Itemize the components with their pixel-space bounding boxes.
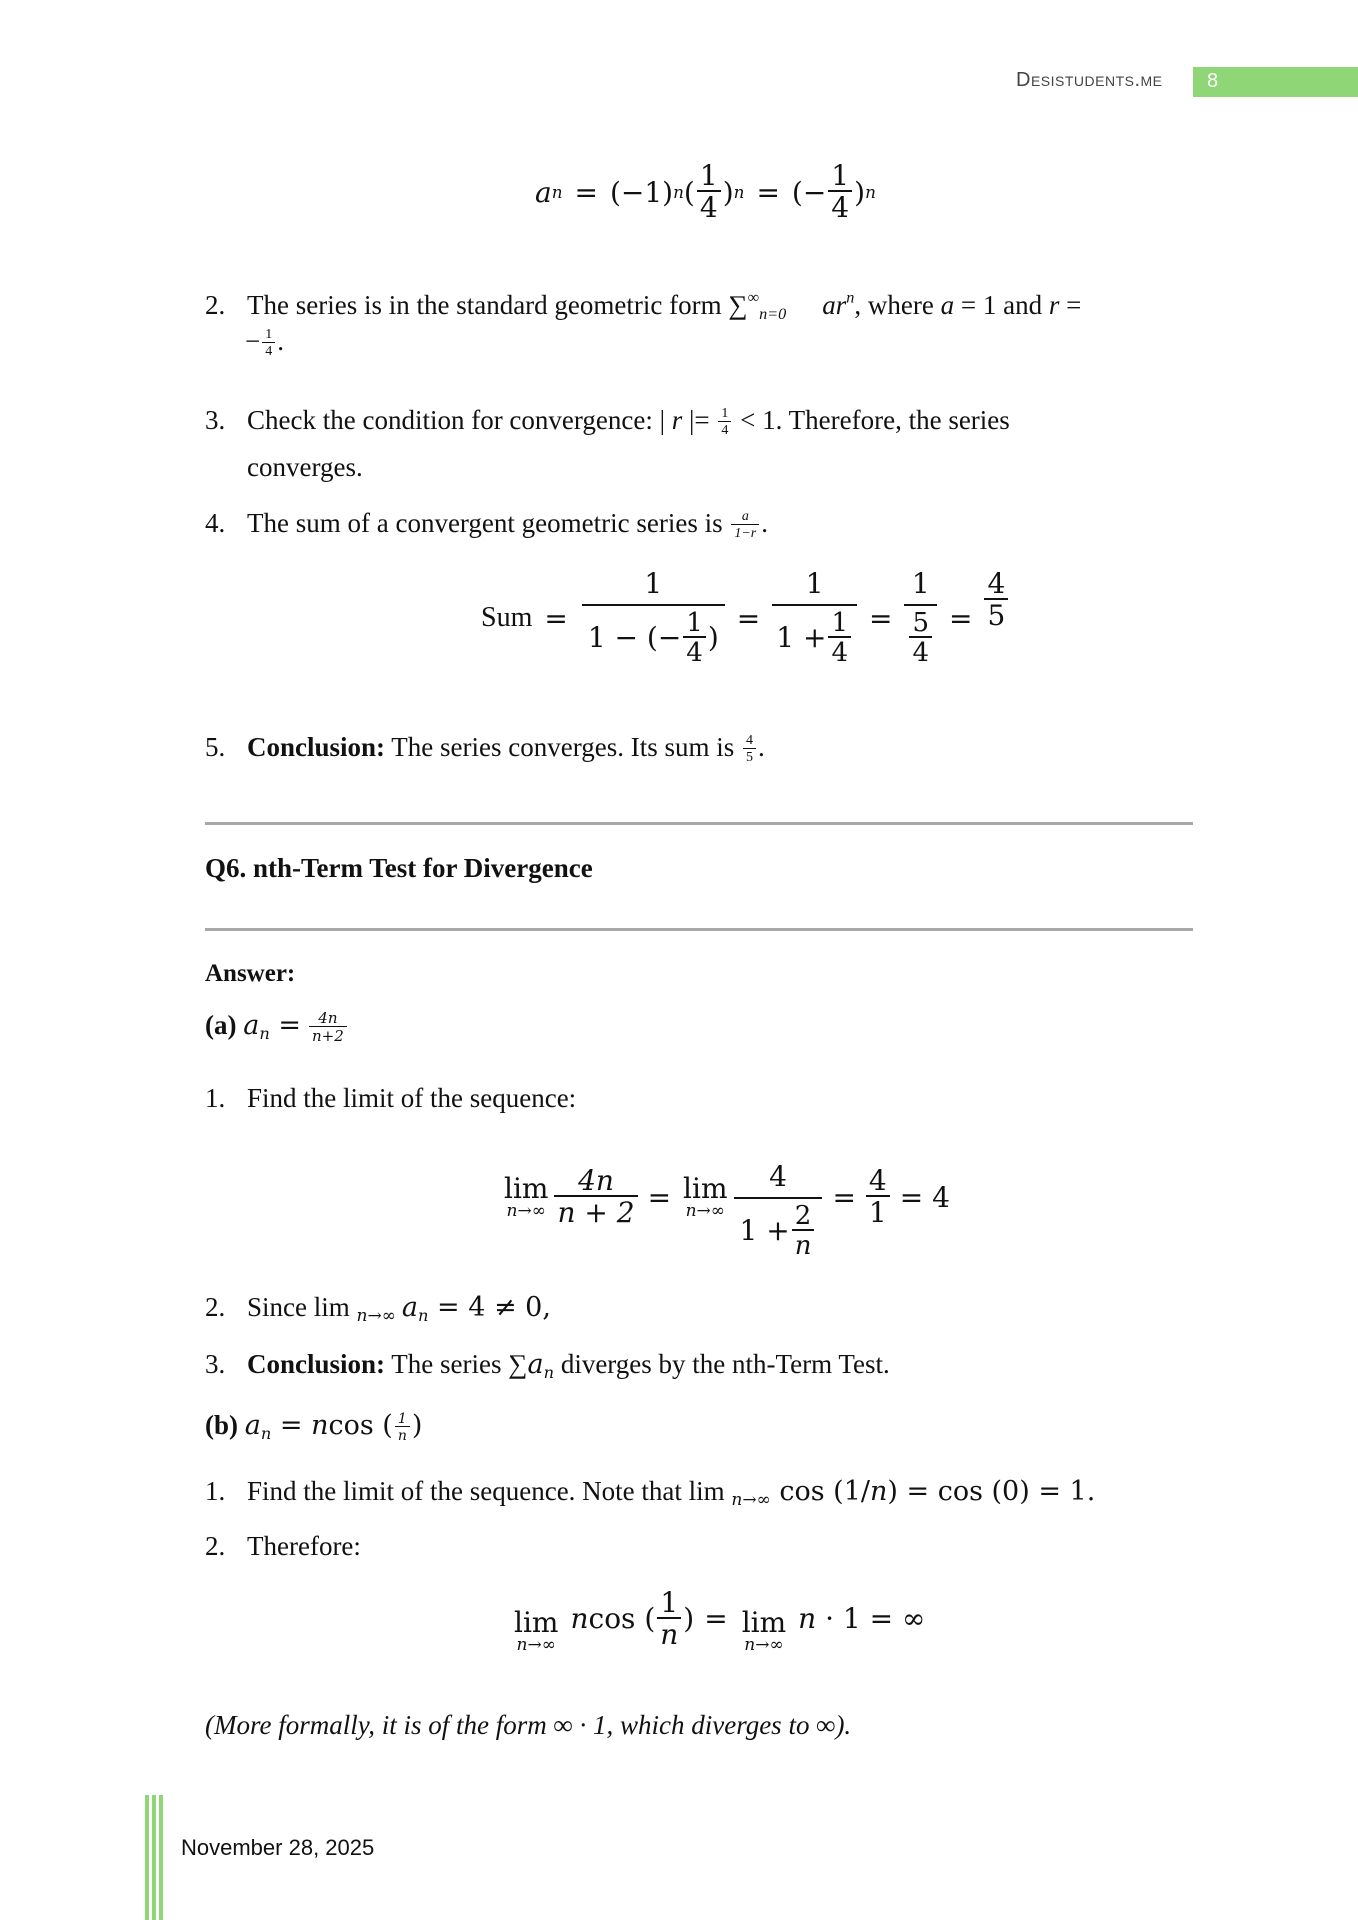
denominator: n bbox=[657, 1617, 681, 1649]
var-a: a bbox=[243, 1010, 260, 1041]
paren-close: ) bbox=[411, 1410, 423, 1441]
text: diverges by the nth-Term Test. bbox=[554, 1349, 890, 1379]
denominator bbox=[904, 604, 937, 666]
numerator: 1 bbox=[911, 567, 930, 600]
list-item-b-step-1 bbox=[205, 1476, 1096, 1511]
equation-sum bbox=[481, 567, 1010, 668]
text: Therefore: bbox=[247, 1531, 361, 1561]
list-item-step-2-continuation bbox=[245, 326, 284, 359]
denominator: 5 bbox=[743, 748, 756, 765]
result: · 1 = ∞ bbox=[816, 1602, 926, 1635]
fraction-4n-over-n-plus-2 bbox=[309, 1011, 347, 1044]
list-number: 1. bbox=[205, 1476, 226, 1506]
lim-subscript: n→∞ bbox=[731, 1490, 771, 1511]
denominator: 4 bbox=[718, 421, 731, 438]
var-r: r bbox=[1048, 290, 1060, 320]
text: cos (1/ bbox=[770, 1476, 870, 1507]
fraction-one-quarter bbox=[828, 159, 852, 224]
denominator: 1 bbox=[866, 1195, 890, 1227]
lim-subscript: n→∞ bbox=[506, 1200, 546, 1221]
text: converges. bbox=[247, 452, 363, 482]
exp-n: n bbox=[846, 288, 855, 307]
text: = 4 ≠ 0, bbox=[428, 1292, 551, 1323]
sub-n: n bbox=[543, 1362, 555, 1382]
var-a: a bbox=[401, 1292, 418, 1323]
cos-func: cos ( bbox=[588, 1602, 656, 1635]
denominator: n bbox=[395, 1426, 410, 1443]
text: Find the limit of the sequence. Note that lim bbox=[247, 1476, 732, 1506]
text: |= bbox=[682, 405, 717, 435]
list-item-a-step-1 bbox=[205, 1083, 576, 1114]
fraction-4-over-1-plus-2n bbox=[734, 1160, 823, 1261]
list-number: 3. bbox=[205, 405, 226, 435]
var-r: r bbox=[671, 405, 683, 435]
denominator: 4 bbox=[683, 636, 706, 666]
period: . bbox=[758, 732, 765, 762]
formal-note: (More formally, it is of the form ∞ · 1, which diverges to ∞). bbox=[205, 1710, 852, 1740]
equals: = bbox=[271, 1410, 312, 1441]
numerator: 4 bbox=[987, 567, 1006, 600]
equation-limit-a bbox=[500, 1135, 950, 1259]
cos-func: cos ( bbox=[328, 1410, 393, 1441]
text: Since lim bbox=[247, 1292, 357, 1322]
denominator: 4 bbox=[828, 190, 852, 222]
denominator: 4 bbox=[828, 636, 851, 666]
equals: = bbox=[756, 175, 780, 209]
lim-subscript: n→∞ bbox=[685, 1200, 725, 1221]
numerator: 1 bbox=[660, 1585, 679, 1619]
denominator: n+2 bbox=[309, 1026, 347, 1044]
numerator: 5 bbox=[912, 608, 929, 638]
fraction-1 bbox=[582, 567, 725, 668]
list-number: 5. bbox=[205, 732, 226, 762]
text: < 1. Therefore, the series bbox=[733, 405, 1010, 435]
text: , where bbox=[854, 290, 941, 320]
denominator: 4 bbox=[909, 636, 932, 666]
equals: = bbox=[647, 1180, 672, 1214]
numerator: 1 bbox=[265, 327, 273, 343]
fraction-4 bbox=[984, 567, 1008, 632]
part-label: (a) bbox=[205, 1010, 237, 1040]
part-a-definition bbox=[205, 1010, 349, 1044]
accent-bar bbox=[145, 1795, 149, 1920]
lim-text: lim bbox=[514, 1606, 559, 1639]
inner-fraction bbox=[909, 610, 932, 666]
result: = 4 bbox=[899, 1180, 950, 1214]
var-a: a bbox=[244, 1410, 261, 1441]
denominator: 4 bbox=[697, 190, 721, 222]
fraction-2 bbox=[772, 567, 857, 668]
fraction-1-over-n bbox=[657, 1585, 681, 1651]
text: 1 + bbox=[776, 621, 827, 654]
section-divider bbox=[205, 822, 1193, 825]
equals: = bbox=[544, 601, 568, 635]
denominator bbox=[582, 604, 725, 666]
text: 1 + bbox=[739, 1214, 790, 1247]
inner-fraction bbox=[683, 610, 706, 666]
equals: = bbox=[832, 1180, 856, 1214]
text: = 1 and bbox=[954, 290, 1049, 320]
fraction-4-over-1 bbox=[866, 1164, 890, 1229]
text: The sum of a convergent geometric series is bbox=[247, 508, 730, 538]
paren-close: ) bbox=[707, 621, 719, 654]
text: The series ∑ bbox=[385, 1349, 528, 1379]
list-item-step-3 bbox=[205, 405, 1010, 438]
fraction-4n-over-n-plus-2 bbox=[554, 1164, 637, 1229]
numerator: 1 bbox=[721, 406, 729, 422]
list-item-a-step-2 bbox=[205, 1292, 551, 1327]
fraction-a-over-1-minus-r bbox=[731, 510, 759, 541]
paren-open: ( bbox=[683, 175, 695, 209]
part-b-definition bbox=[205, 1410, 422, 1443]
numerator: 4n bbox=[318, 1009, 338, 1028]
numerator: 1 bbox=[686, 608, 703, 638]
list-item-step-4 bbox=[205, 508, 768, 541]
numerator: 2 bbox=[794, 1201, 812, 1231]
answer-label: Answer: bbox=[205, 960, 296, 987]
sub-n: n bbox=[259, 1023, 270, 1043]
var-a: a bbox=[527, 1349, 544, 1380]
equals: = bbox=[868, 601, 893, 635]
equals: = bbox=[949, 601, 973, 635]
inner-fraction bbox=[828, 610, 851, 666]
denominator bbox=[772, 604, 857, 666]
minus: − bbox=[245, 326, 261, 356]
lim-text: lim bbox=[683, 1171, 728, 1205]
paren-open-neg: (− bbox=[791, 175, 827, 209]
numerator: a bbox=[741, 509, 749, 525]
lim-text: lim bbox=[504, 1171, 549, 1205]
lim-text: lim bbox=[741, 1606, 787, 1639]
var-n: n bbox=[869, 1476, 888, 1507]
sub-n: n bbox=[417, 1305, 429, 1325]
sum-label: Sum bbox=[481, 602, 533, 633]
text: ) = cos (0) = 1. bbox=[887, 1476, 1096, 1507]
denominator: 1−r bbox=[731, 524, 759, 541]
numerator: 4 bbox=[746, 733, 753, 749]
lim-subscript: n→∞ bbox=[356, 1306, 396, 1327]
paren-close: ) bbox=[722, 175, 734, 209]
inner-fraction bbox=[792, 1203, 815, 1259]
var-n: n bbox=[311, 1410, 329, 1441]
limit-operator bbox=[683, 1171, 728, 1221]
text: Find the limit of the sequence: bbox=[247, 1083, 577, 1113]
lim-subscript: n→∞ bbox=[516, 1635, 556, 1655]
accent-bar bbox=[159, 1795, 163, 1920]
limit-operator bbox=[514, 1606, 559, 1655]
paren-close: ) bbox=[683, 1602, 695, 1635]
fraction-four-fifths bbox=[743, 734, 756, 765]
equation-limit-b bbox=[510, 1583, 925, 1654]
equals: = bbox=[736, 601, 761, 635]
page-number: 8 bbox=[1207, 70, 1219, 92]
denominator: n + 2 bbox=[554, 1195, 637, 1227]
var-n: n bbox=[570, 1602, 589, 1635]
equals: = bbox=[269, 1010, 301, 1041]
list-number: 2. bbox=[205, 1292, 226, 1322]
conclusion-label: Conclusion: bbox=[247, 1349, 386, 1379]
numerator: 1 bbox=[805, 567, 824, 600]
limit-operator bbox=[741, 1606, 787, 1655]
section-divider bbox=[205, 928, 1193, 931]
list-item-a-step-3 bbox=[205, 1349, 890, 1380]
denominator bbox=[734, 1197, 823, 1259]
numerator: 1 bbox=[831, 608, 848, 638]
var-a: a bbox=[535, 175, 552, 209]
list-number: 1. bbox=[205, 1083, 226, 1113]
list-number: 2. bbox=[205, 1531, 226, 1561]
fraction-1-over-n bbox=[395, 1412, 410, 1443]
limit-operator bbox=[504, 1171, 549, 1221]
list-number: 4. bbox=[205, 508, 226, 538]
sub-n: n bbox=[260, 1423, 272, 1443]
paren-close: ) bbox=[854, 175, 866, 209]
numerator: 4 bbox=[769, 1160, 787, 1193]
question-heading: Q6. nth-Term Test for Divergence bbox=[205, 853, 593, 883]
lim-subscript: n→∞ bbox=[744, 1635, 784, 1655]
text: The series converges. Its sum is bbox=[385, 732, 741, 762]
accent-bar bbox=[152, 1795, 156, 1920]
text: Check the condition for convergence: | bbox=[247, 405, 672, 435]
footer-date: November 28, 2025 bbox=[181, 1835, 375, 1860]
numerator: 1 bbox=[831, 159, 850, 192]
fraction-one-quarter bbox=[718, 407, 731, 438]
term-neg-one: (−1) bbox=[609, 175, 674, 209]
equation-an: a n = (−1) n ( $\frac{1}{4}$ ) n = (− $\frac{1}{4}$ ) n bbox=[535, 159, 876, 224]
list-item-b-step-2 bbox=[205, 1531, 361, 1562]
equals: = bbox=[704, 1602, 728, 1635]
period: . bbox=[761, 508, 769, 538]
fraction-one-quarter bbox=[262, 328, 275, 359]
equals: = bbox=[574, 175, 598, 209]
list-number: 2. bbox=[205, 290, 226, 320]
denominator: n bbox=[792, 1229, 815, 1259]
list-number: 3. bbox=[205, 1349, 226, 1379]
conclusion-label: Conclusion: bbox=[247, 732, 386, 762]
list-item-step-3-continuation bbox=[247, 452, 363, 483]
numerator: 1 bbox=[397, 1411, 407, 1428]
fraction-3 bbox=[904, 567, 937, 668]
denominator: 4 bbox=[262, 342, 275, 359]
numerator: 4 bbox=[868, 1164, 887, 1197]
page-number-badge bbox=[1193, 67, 1358, 97]
list-item-step-2 bbox=[205, 290, 1081, 321]
var-n: n bbox=[798, 1602, 817, 1635]
footer-accent-bars bbox=[145, 1795, 165, 1920]
fraction-one-quarter bbox=[697, 159, 721, 224]
numerator: 1 bbox=[644, 567, 663, 600]
period: . bbox=[277, 326, 284, 356]
sum-lower: n=0 bbox=[759, 304, 787, 323]
numerator: 1 bbox=[699, 159, 718, 192]
site-name: Desistudents.me bbox=[1016, 69, 1163, 91]
numerator: 4n bbox=[578, 1164, 614, 1197]
sum-upper: ∞ bbox=[747, 288, 760, 307]
var-a: a bbox=[940, 290, 955, 320]
part-label: (b) bbox=[205, 1410, 238, 1440]
text: 1 − (− bbox=[587, 621, 682, 654]
list-item-step-5 bbox=[205, 732, 765, 765]
text: The series is in the standard geometric form ∑ bbox=[247, 290, 748, 320]
term-ar: ar bbox=[822, 290, 847, 320]
text: = bbox=[1059, 290, 1082, 320]
denominator: 5 bbox=[984, 598, 1008, 630]
